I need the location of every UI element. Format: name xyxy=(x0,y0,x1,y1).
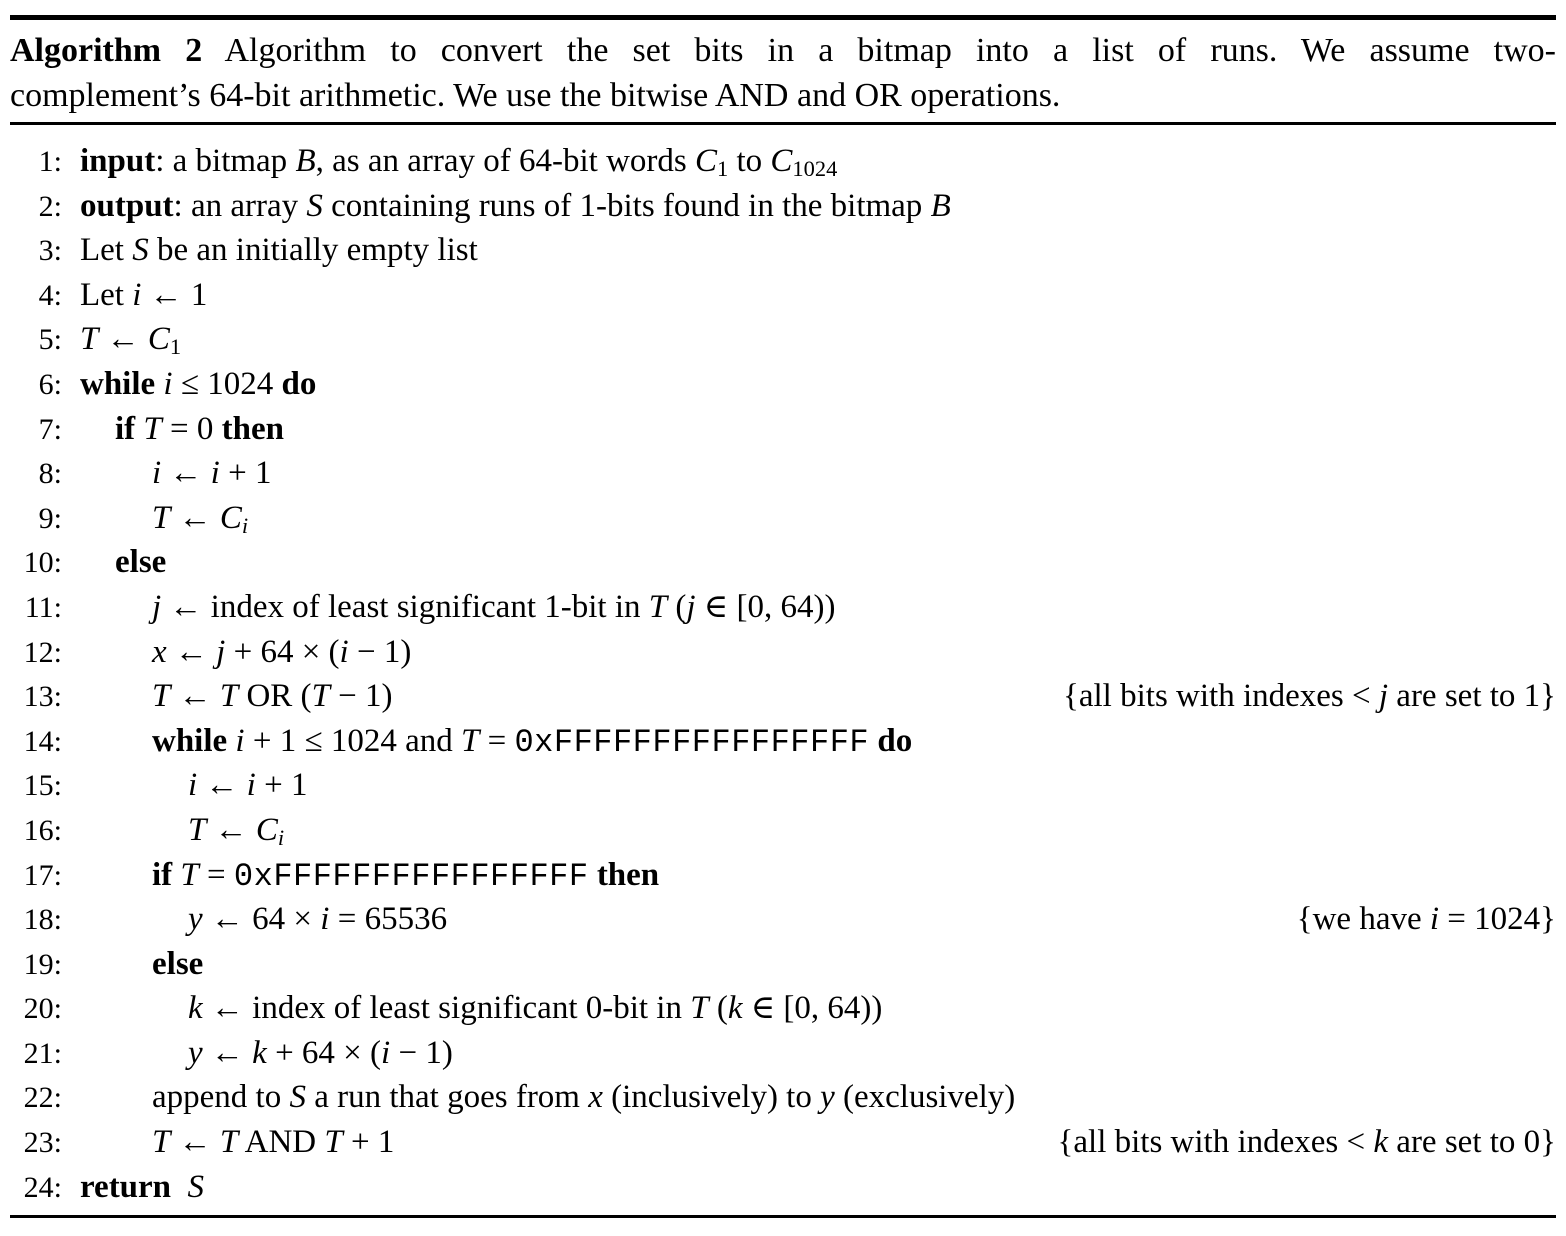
line-number: 5: xyxy=(38,323,62,357)
text-segment: T xyxy=(152,499,171,536)
text-segment: {all bits with indexes < xyxy=(1063,678,1379,715)
text-segment: C xyxy=(255,811,278,848)
line-statement xyxy=(62,1120,394,1165)
text-segment: while xyxy=(152,722,236,759)
text-segment: T xyxy=(690,990,709,1027)
line-number: 12: xyxy=(23,635,62,669)
text-segment: = 0 xyxy=(161,410,222,447)
text-segment: i xyxy=(277,824,285,850)
text-segment: − 1) xyxy=(390,1034,453,1071)
line-number: 14: xyxy=(23,724,62,758)
mid-rule xyxy=(10,122,1556,125)
line-number: 6: xyxy=(38,367,62,401)
text-segment: i xyxy=(132,276,142,313)
text-segment: T xyxy=(311,678,330,715)
text-segment: = 1024} xyxy=(1439,901,1556,938)
text-segment: i xyxy=(188,767,198,804)
text-segment: y xyxy=(188,901,203,938)
line-statement xyxy=(62,228,478,273)
line-statement xyxy=(62,184,951,229)
text-segment: T xyxy=(188,811,207,848)
text-segment: i xyxy=(210,455,220,492)
line-number: 20: xyxy=(23,992,62,1026)
algorithm-line xyxy=(10,496,1556,541)
text-segment: ← xyxy=(170,1124,220,1161)
text-segment: j xyxy=(1378,678,1389,715)
text-segment: i xyxy=(320,901,330,938)
text-segment: ∈ [0, 64)) xyxy=(695,588,836,625)
text-segment: y xyxy=(188,1034,203,1071)
text-segment: C xyxy=(147,321,170,358)
line-statement xyxy=(62,407,284,452)
text-segment xyxy=(171,1169,188,1205)
algorithm-body xyxy=(10,139,1556,1209)
line-statement xyxy=(62,986,882,1031)
line-number: 17: xyxy=(23,858,62,892)
line-number: 16: xyxy=(23,813,62,847)
text-segment: then xyxy=(596,856,660,893)
text-segment: to xyxy=(728,143,771,179)
text-segment: T xyxy=(324,1124,343,1161)
text-segment: input xyxy=(80,143,156,179)
line-number: 15: xyxy=(23,769,62,803)
text-segment: T xyxy=(219,678,239,715)
text-segment: C xyxy=(695,143,718,179)
text-segment: output xyxy=(80,187,174,224)
text-segment: i xyxy=(235,722,245,759)
text-segment: ← xyxy=(161,455,211,492)
algorithm-line xyxy=(10,585,1556,630)
line-statement xyxy=(62,1075,1015,1120)
algorithm-line xyxy=(10,139,1556,184)
text-segment: ← index of least significant 1-bit in xyxy=(161,588,649,625)
text-segment: ≤ 1024 xyxy=(172,365,282,402)
text-segment: i xyxy=(152,455,162,492)
text-segment: S xyxy=(187,1168,205,1205)
text-segment: ← xyxy=(170,499,220,536)
text-segment: = xyxy=(198,856,234,893)
line-number: 7: xyxy=(38,412,62,446)
text-segment: S xyxy=(132,232,149,269)
text-segment: ← xyxy=(170,678,220,715)
line-statement xyxy=(62,585,835,630)
text-segment: append to xyxy=(152,1079,290,1116)
bottom-rule xyxy=(10,1215,1556,1218)
text-segment: C xyxy=(770,143,793,179)
algorithm-line xyxy=(10,184,1556,229)
line-number: 22: xyxy=(23,1081,62,1115)
text-segment: T xyxy=(648,588,668,625)
line-comment xyxy=(1058,1120,1556,1165)
caption-text-first-line: Algorithm to convert the set bits in a bitmap into a list of runs. We assume two- xyxy=(202,32,1557,69)
line-statement xyxy=(62,853,659,900)
text-segment: be an initially empty list xyxy=(148,232,478,269)
text-segment: do xyxy=(281,365,317,402)
caption-line-1 xyxy=(10,28,1556,73)
algorithm-caption xyxy=(10,28,1556,118)
caption-text-second-line: complement’s 64-bit arithmetic. We use the bitwise AND and OR operations. xyxy=(10,77,1061,114)
line-statement xyxy=(62,630,411,675)
text-segment: if xyxy=(115,410,144,447)
line-number: 21: xyxy=(23,1036,62,1070)
text-segment: = xyxy=(479,722,515,759)
line-number: 11: xyxy=(24,590,62,624)
line-number: 2: xyxy=(38,189,62,223)
text-segment: k xyxy=(188,990,203,1027)
text-segment: + 1 xyxy=(342,1124,395,1161)
line-number: 24: xyxy=(23,1170,62,1204)
text-segment: else xyxy=(115,544,167,581)
algorithm-line xyxy=(10,1031,1556,1076)
text-segment: T xyxy=(152,1124,171,1161)
text-segment: B xyxy=(930,187,951,224)
text-segment: while xyxy=(80,365,164,402)
text-segment: + 1 xyxy=(255,767,308,804)
text-segment: ( xyxy=(708,990,728,1027)
algorithm-line xyxy=(10,362,1556,407)
line-statement xyxy=(62,897,447,942)
line-number: 9: xyxy=(38,501,62,535)
text-segment: y xyxy=(820,1079,835,1116)
algorithm-line xyxy=(10,1075,1556,1120)
text-segment: x xyxy=(152,633,167,670)
text-segment: {all bits with indexes < xyxy=(1057,1124,1374,1161)
text-segment: 0xFFFFFFFFFFFFFFFF xyxy=(514,723,870,761)
text-segment: ← xyxy=(206,811,256,848)
text-segment: : a bitmap xyxy=(155,143,296,179)
line-number: 10: xyxy=(23,546,62,580)
algorithm-line xyxy=(10,674,1556,719)
text-segment: j xyxy=(686,588,696,625)
text-segment: Let xyxy=(80,232,133,269)
text-segment: ← xyxy=(98,321,148,358)
text-segment: : an array xyxy=(173,187,307,224)
text-segment: ← xyxy=(202,1034,253,1071)
line-statement xyxy=(62,942,203,987)
line-number: 8: xyxy=(38,457,62,491)
text-segment: ← 64 × xyxy=(202,901,321,938)
text-segment: + 1 xyxy=(219,455,272,492)
text-segment: if xyxy=(152,856,181,893)
text-segment: i xyxy=(381,1034,391,1071)
text-segment: then xyxy=(221,410,284,447)
text-segment: T xyxy=(180,856,199,893)
algorithm-line xyxy=(10,273,1556,318)
line-number: 3: xyxy=(38,234,62,268)
text-segment: else xyxy=(152,945,204,982)
text-segment: containing runs of 1-bits found in the bitmap xyxy=(322,187,931,224)
text-segment: (exclusively) xyxy=(834,1079,1016,1116)
algorithm-label: Algorithm 2 xyxy=(10,32,203,69)
top-rule xyxy=(10,15,1556,20)
line-number: 4: xyxy=(38,278,62,312)
line-number: 1: xyxy=(38,145,62,178)
text-segment: are set to 1} xyxy=(1388,678,1556,715)
algorithm-line xyxy=(10,407,1556,452)
text-segment: + 64 × ( xyxy=(225,633,340,670)
text-segment: x xyxy=(588,1079,603,1116)
algorithm-line xyxy=(10,1165,1556,1210)
text-segment: j xyxy=(152,588,162,625)
text-segment: S xyxy=(306,187,323,224)
line-number: 23: xyxy=(23,1126,62,1160)
line-statement xyxy=(62,540,166,585)
text-segment: return xyxy=(80,1168,172,1205)
text-segment: B xyxy=(295,143,316,179)
algorithm-line xyxy=(10,317,1556,362)
text-segment: i xyxy=(246,767,256,804)
line-comment xyxy=(1297,897,1556,942)
text-segment: T xyxy=(152,678,171,715)
text-segment: (inclusively) to xyxy=(602,1079,821,1116)
algorithm-line xyxy=(10,763,1556,808)
text-segment xyxy=(589,857,597,893)
line-statement xyxy=(62,273,207,318)
line-statement xyxy=(62,674,393,719)
text-segment: T xyxy=(219,1124,239,1161)
text-segment: + 1 ≤ 1024 and xyxy=(244,722,461,759)
text-segment: k xyxy=(252,1034,267,1071)
text-segment: i xyxy=(1429,901,1440,938)
text-segment: ← 1 xyxy=(141,276,208,313)
line-number: 18: xyxy=(23,903,62,937)
text-segment: i xyxy=(339,633,349,670)
text-segment: AND xyxy=(238,1124,325,1161)
text-segment: j xyxy=(216,633,226,670)
text-segment: − 1) xyxy=(348,633,412,670)
text-segment: S xyxy=(289,1079,306,1116)
text-segment: ← xyxy=(197,767,247,804)
line-number: 13: xyxy=(23,680,62,714)
text-segment: k xyxy=(727,990,743,1027)
text-segment: a run that goes from xyxy=(305,1079,589,1116)
text-segment: , as an array of 64-bit words xyxy=(315,143,695,179)
algorithm-line xyxy=(10,808,1556,853)
text-segment: + 64 × ( xyxy=(266,1034,382,1071)
text-segment: Let xyxy=(80,276,133,313)
text-segment: ← xyxy=(166,633,217,670)
algorithm-line xyxy=(10,986,1556,1031)
algorithm-line xyxy=(10,630,1556,675)
text-segment: do xyxy=(877,722,913,759)
text-segment: T xyxy=(143,410,162,447)
text-segment: i xyxy=(241,512,249,538)
text-segment: ← index of least significant 0-bit in xyxy=(202,990,691,1027)
line-statement xyxy=(62,1165,204,1210)
algorithm-line xyxy=(10,853,1556,898)
line-statement xyxy=(62,719,912,766)
text-segment: {we have xyxy=(1296,901,1430,938)
text-segment: = 65536 xyxy=(329,901,448,938)
text-segment: are set to 0} xyxy=(1388,1124,1556,1161)
text-segment: 0xFFFFFFFFFFFFFFFF xyxy=(233,857,589,895)
text-segment: 1 xyxy=(169,334,182,360)
text-segment: 1024 xyxy=(792,155,838,181)
text-segment: ( xyxy=(667,588,687,625)
text-segment: i xyxy=(163,365,173,402)
algorithm-line xyxy=(10,897,1556,942)
line-statement xyxy=(62,362,316,407)
algorithm-line xyxy=(10,451,1556,496)
text-segment: OR ( xyxy=(238,678,312,715)
algorithm-line xyxy=(10,942,1556,987)
text-segment: 1 xyxy=(717,155,729,181)
line-number: 19: xyxy=(23,947,62,981)
text-segment: T xyxy=(460,722,480,759)
line-statement xyxy=(62,451,271,496)
text-segment: k xyxy=(1373,1124,1389,1161)
text-segment: − 1) xyxy=(329,678,393,715)
algorithm-line xyxy=(10,228,1556,273)
line-comment xyxy=(1063,674,1556,719)
algorithm-line xyxy=(10,1120,1556,1165)
text-segment: ∈ [0, 64)) xyxy=(742,990,883,1027)
line-statement xyxy=(62,1031,453,1076)
algorithm-line xyxy=(10,719,1556,764)
text-segment: C xyxy=(219,499,242,536)
line-statement xyxy=(62,763,307,808)
text-segment: T xyxy=(80,321,99,358)
